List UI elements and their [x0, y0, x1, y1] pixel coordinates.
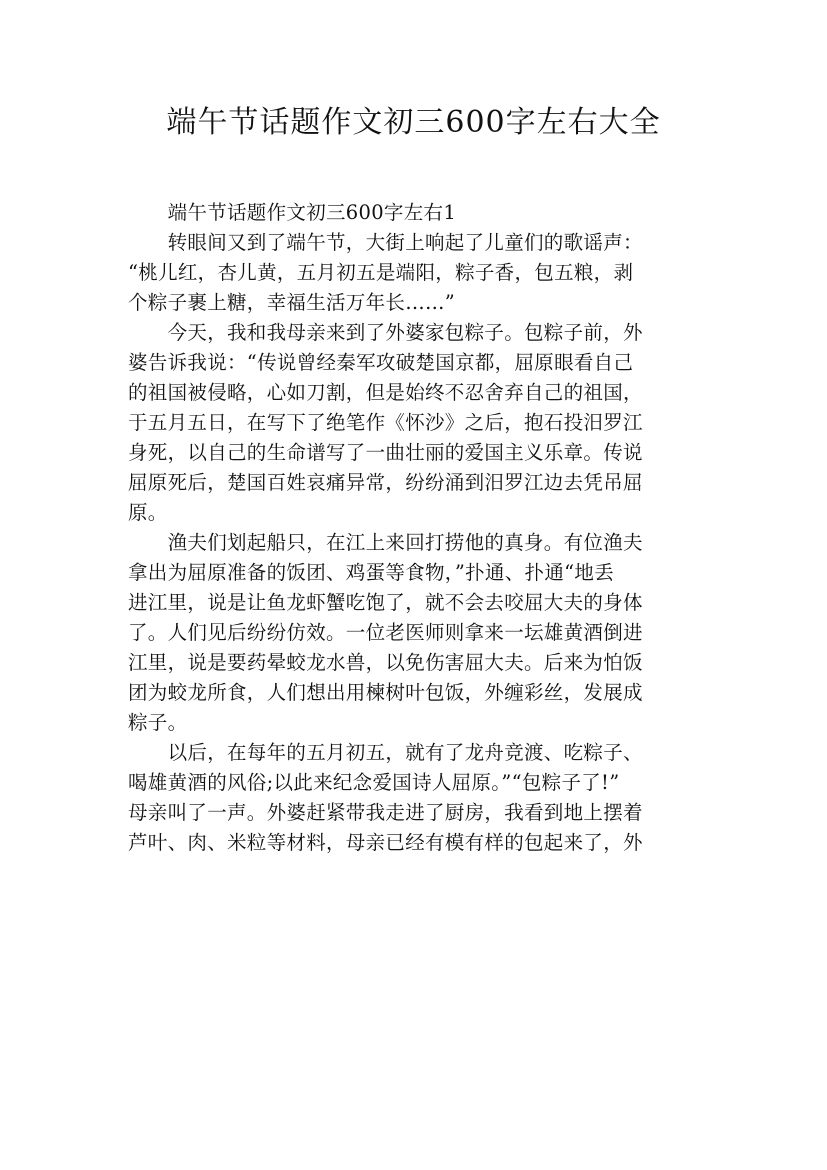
text-line: “桃儿红，杏儿黄，五月初五是端阳，粽子香，包五粮，剥: [128, 261, 634, 284]
text-line: 转眼间又到了端午节，大街上响起了儿童们的歌谣声：: [128, 231, 643, 254]
text-line: 的祖国被侵略，心如刀割，但是始终不忍舍弃自己的祖国，: [128, 381, 643, 404]
text-line: 团为蛟龙所食，人们想出用楝树叶包饭，外缠彩丝，发展成: [128, 681, 643, 704]
text-line: 原。: [128, 501, 168, 524]
text-line: 进江里，说是让鱼龙虾蟹吃饱了，就不会去咬屈大夫的身体: [128, 591, 643, 614]
text-line: 了。人们见后纷纷仿效。一位老医师则拿来一坛雄黄酒倒进: [128, 621, 643, 644]
text-line: 婆告诉我说：“传说曾经秦军攻破楚国京都，屈原眼看自己: [128, 351, 634, 374]
text-line: 个粽子裹上糖，幸福生活万年长……”: [128, 291, 456, 314]
text-line: 芦叶、肉、米粒等材料，母亲已经有模有样的包起来了，外: [128, 831, 643, 854]
document-body: [128, 198, 704, 858]
text-line: 今天，我和我母亲来到了外婆家包粽子。包粽子前，外: [128, 321, 643, 344]
text-line: 粽子。: [128, 711, 188, 734]
text-line: 端午节话题作文初三600字左右1: [128, 201, 457, 224]
text-line: 喝雄黄酒的风俗;以此来纪念爱国诗人屈原。”“包粽子了!”: [128, 771, 620, 794]
text-line: 母亲叫了一声。外婆赶紧带我走进了厨房，我看到地上摆着: [128, 801, 643, 824]
text-line: 以后，在每年的五月初五，就有了龙舟竞渡、吃粽子、: [128, 741, 643, 764]
document-title: 端午节话题作文初三600字左右大全: [166, 105, 661, 140]
text-line: 身死，以自己的生命谱写了一曲壮丽的爱国主义乐章。传说: [128, 441, 643, 464]
text-line: 屈原死后，楚国百姓哀痛异常，纷纷涌到汨罗江边去凭吊屈: [128, 471, 643, 494]
text-line: 于五月五日，在写下了绝笔作《怀沙》之后，抱石投汨罗江: [128, 411, 643, 434]
text-line: 渔夫们划起船只，在江上来回打捞他的真身。有位渔夫: [128, 531, 643, 554]
text-line: 江里，说是要药晕蛟龙水兽，以免伤害屈大夫。后来为怕饭: [128, 651, 643, 674]
text-line: 拿出为屈原准备的饭团、鸡蛋等食物，”扑通、扑通“地丢: [128, 561, 614, 584]
